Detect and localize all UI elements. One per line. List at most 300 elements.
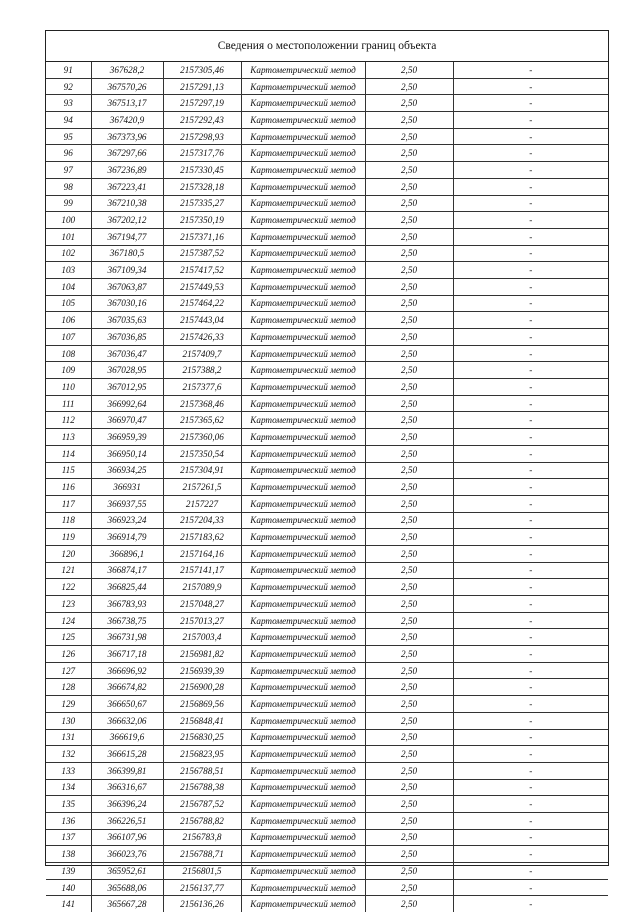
description-cell: - <box>453 495 608 512</box>
method-cell: Картометрический метод <box>241 729 365 746</box>
x-coordinate-cell: 366934,25 <box>91 462 163 479</box>
table-row <box>46 178 608 195</box>
y-coordinate-cell: 2157048,27 <box>163 596 241 613</box>
table-row <box>46 228 608 245</box>
method-cell: Картометрический метод <box>241 128 365 145</box>
method-cell: Картометрический метод <box>241 746 365 763</box>
description-cell: - <box>453 829 608 846</box>
table-row <box>46 245 608 262</box>
x-coordinate-cell: 366632,06 <box>91 712 163 729</box>
table-row <box>46 445 608 462</box>
description-cell: - <box>453 429 608 446</box>
point-number-cell: 99 <box>46 195 91 212</box>
y-coordinate-cell: 2156788,38 <box>163 779 241 796</box>
x-coordinate-cell: 366107,96 <box>91 829 163 846</box>
accuracy-cell: 2,50 <box>365 228 453 245</box>
description-cell: - <box>453 479 608 496</box>
accuracy-cell: 2,50 <box>365 212 453 229</box>
x-coordinate-cell: 366696,92 <box>91 662 163 679</box>
x-coordinate-cell: 366399,81 <box>91 762 163 779</box>
description-cell: - <box>453 345 608 362</box>
description-cell: - <box>453 379 608 396</box>
coordinates-table <box>46 62 608 912</box>
table-row <box>46 295 608 312</box>
table-row <box>46 495 608 512</box>
description-cell: - <box>453 846 608 863</box>
accuracy-cell: 2,50 <box>365 529 453 546</box>
point-number-cell: 93 <box>46 95 91 112</box>
table-row <box>46 145 608 162</box>
description-cell: - <box>453 395 608 412</box>
accuracy-cell: 2,50 <box>365 495 453 512</box>
description-cell: - <box>453 812 608 829</box>
accuracy-cell: 2,50 <box>365 295 453 312</box>
y-coordinate-cell: 2157317,76 <box>163 145 241 162</box>
description-cell: - <box>453 529 608 546</box>
description-cell: - <box>453 462 608 479</box>
point-number-cell: 127 <box>46 662 91 679</box>
y-coordinate-cell: 2157305,46 <box>163 62 241 78</box>
y-coordinate-cell: 2156801,5 <box>163 863 241 880</box>
method-cell: Картометрический метод <box>241 629 365 646</box>
table-row <box>46 612 608 629</box>
description-cell: - <box>453 512 608 529</box>
accuracy-cell: 2,50 <box>365 329 453 346</box>
x-coordinate-cell: 366783,93 <box>91 596 163 613</box>
method-cell: Картометрический метод <box>241 529 365 546</box>
accuracy-cell: 2,50 <box>365 278 453 295</box>
y-coordinate-cell: 2157335,27 <box>163 195 241 212</box>
method-cell: Картометрический метод <box>241 362 365 379</box>
accuracy-cell: 2,50 <box>365 429 453 446</box>
table-row <box>46 529 608 546</box>
x-coordinate-cell: 367036,85 <box>91 329 163 346</box>
description-cell: - <box>453 195 608 212</box>
x-coordinate-cell: 367036,47 <box>91 345 163 362</box>
accuracy-cell: 2,50 <box>365 195 453 212</box>
accuracy-cell: 2,50 <box>365 362 453 379</box>
method-cell: Картометрический метод <box>241 278 365 295</box>
accuracy-cell: 2,50 <box>365 646 453 663</box>
method-cell: Картометрический метод <box>241 829 365 846</box>
x-coordinate-cell: 366396,24 <box>91 796 163 813</box>
point-number-cell: 139 <box>46 863 91 880</box>
table-row <box>46 379 608 396</box>
description-cell: - <box>453 445 608 462</box>
table-row <box>46 712 608 729</box>
accuracy-cell: 2,50 <box>365 879 453 896</box>
point-number-cell: 101 <box>46 228 91 245</box>
y-coordinate-cell: 2157426,33 <box>163 329 241 346</box>
accuracy-cell: 2,50 <box>365 596 453 613</box>
y-coordinate-cell: 2157141,17 <box>163 562 241 579</box>
table-row <box>46 562 608 579</box>
x-coordinate-cell: 367035,63 <box>91 312 163 329</box>
description-cell: - <box>453 746 608 763</box>
accuracy-cell: 2,50 <box>365 762 453 779</box>
accuracy-cell: 2,50 <box>365 579 453 596</box>
y-coordinate-cell: 2157350,54 <box>163 445 241 462</box>
point-number-cell: 137 <box>46 829 91 846</box>
description-cell: - <box>453 245 608 262</box>
method-cell: Картометрический метод <box>241 228 365 245</box>
y-coordinate-cell: 2156783,8 <box>163 829 241 846</box>
point-number-cell: 98 <box>46 178 91 195</box>
x-coordinate-cell: 366931 <box>91 479 163 496</box>
table-row <box>46 629 608 646</box>
x-coordinate-cell: 366731,98 <box>91 629 163 646</box>
accuracy-cell: 2,50 <box>365 462 453 479</box>
description-cell: - <box>453 95 608 112</box>
description-cell: - <box>453 896 608 912</box>
description-cell: - <box>453 679 608 696</box>
y-coordinate-cell: 2157328,18 <box>163 178 241 195</box>
x-coordinate-cell: 367373,96 <box>91 128 163 145</box>
method-cell: Картометрический метод <box>241 545 365 562</box>
method-cell: Картометрический метод <box>241 779 365 796</box>
method-cell: Картометрический метод <box>241 796 365 813</box>
x-coordinate-cell: 366674,82 <box>91 679 163 696</box>
x-coordinate-cell: 367202,12 <box>91 212 163 229</box>
accuracy-cell: 2,50 <box>365 896 453 912</box>
method-cell: Картометрический метод <box>241 329 365 346</box>
accuracy-cell: 2,50 <box>365 62 453 78</box>
point-number-cell: 123 <box>46 596 91 613</box>
description-cell: - <box>453 562 608 579</box>
point-number-cell: 96 <box>46 145 91 162</box>
x-coordinate-cell: 366959,39 <box>91 429 163 446</box>
table-row <box>46 662 608 679</box>
method-cell: Картометрический метод <box>241 395 365 412</box>
point-number-cell: 106 <box>46 312 91 329</box>
table-row <box>46 545 608 562</box>
y-coordinate-cell: 2156788,51 <box>163 762 241 779</box>
method-cell: Картометрический метод <box>241 812 365 829</box>
accuracy-cell: 2,50 <box>365 629 453 646</box>
description-cell: - <box>453 162 608 179</box>
y-coordinate-cell: 2157183,62 <box>163 529 241 546</box>
x-coordinate-cell: 367236,89 <box>91 162 163 179</box>
y-coordinate-cell: 2157292,43 <box>163 112 241 129</box>
method-cell: Картометрический метод <box>241 412 365 429</box>
y-coordinate-cell: 2156830,25 <box>163 729 241 746</box>
table-row <box>46 863 608 880</box>
y-coordinate-cell: 2156848,41 <box>163 712 241 729</box>
table-row <box>46 746 608 763</box>
accuracy-cell: 2,50 <box>365 846 453 863</box>
table-row <box>46 879 608 896</box>
point-number-cell: 115 <box>46 462 91 479</box>
table-row <box>46 829 608 846</box>
method-cell: Картометрический метод <box>241 512 365 529</box>
accuracy-cell: 2,50 <box>365 796 453 813</box>
table-row <box>46 395 608 412</box>
method-cell: Картометрический метод <box>241 879 365 896</box>
x-coordinate-cell: 366226,51 <box>91 812 163 829</box>
description-cell: - <box>453 329 608 346</box>
description-cell: - <box>453 112 608 129</box>
point-number-cell: 128 <box>46 679 91 696</box>
description-cell: - <box>453 596 608 613</box>
point-number-cell: 121 <box>46 562 91 579</box>
description-cell: - <box>453 62 608 78</box>
method-cell: Картометрический метод <box>241 863 365 880</box>
accuracy-cell: 2,50 <box>365 812 453 829</box>
y-coordinate-cell: 2157449,53 <box>163 278 241 295</box>
y-coordinate-cell: 2157227 <box>163 495 241 512</box>
accuracy-cell: 2,50 <box>365 312 453 329</box>
point-number-cell: 140 <box>46 879 91 896</box>
y-coordinate-cell: 2157291,13 <box>163 78 241 95</box>
accuracy-cell: 2,50 <box>365 863 453 880</box>
accuracy-cell: 2,50 <box>365 145 453 162</box>
y-coordinate-cell: 2156823,95 <box>163 746 241 763</box>
x-coordinate-cell: 367628,2 <box>91 62 163 78</box>
method-cell: Картометрический метод <box>241 579 365 596</box>
x-coordinate-cell: 366914,79 <box>91 529 163 546</box>
y-coordinate-cell: 2157330,45 <box>163 162 241 179</box>
method-cell: Картометрический метод <box>241 379 365 396</box>
point-number-cell: 117 <box>46 495 91 512</box>
description-cell: - <box>453 78 608 95</box>
accuracy-cell: 2,50 <box>365 112 453 129</box>
description-cell: - <box>453 696 608 713</box>
method-cell: Картометрический метод <box>241 295 365 312</box>
accuracy-cell: 2,50 <box>365 479 453 496</box>
point-number-cell: 130 <box>46 712 91 729</box>
x-coordinate-cell: 366874,17 <box>91 562 163 579</box>
method-cell: Картометрический метод <box>241 212 365 229</box>
x-coordinate-cell: 366896,1 <box>91 545 163 562</box>
method-cell: Картометрический метод <box>241 646 365 663</box>
method-cell: Картометрический метод <box>241 896 365 912</box>
method-cell: Картометрический метод <box>241 846 365 863</box>
point-number-cell: 135 <box>46 796 91 813</box>
description-cell: - <box>453 412 608 429</box>
point-number-cell: 138 <box>46 846 91 863</box>
accuracy-cell: 2,50 <box>365 562 453 579</box>
point-number-cell: 108 <box>46 345 91 362</box>
y-coordinate-cell: 2157409,7 <box>163 345 241 362</box>
table-row <box>46 646 608 663</box>
method-cell: Картометрический метод <box>241 262 365 279</box>
boundary-table-frame <box>45 30 609 910</box>
method-cell: Картометрический метод <box>241 162 365 179</box>
description-cell: - <box>453 779 608 796</box>
point-number-cell: 134 <box>46 779 91 796</box>
x-coordinate-cell: 366316,67 <box>91 779 163 796</box>
description-cell: - <box>453 545 608 562</box>
point-number-cell: 132 <box>46 746 91 763</box>
method-cell: Картометрический метод <box>241 245 365 262</box>
accuracy-cell: 2,50 <box>365 679 453 696</box>
method-cell: Картометрический метод <box>241 195 365 212</box>
point-number-cell: 100 <box>46 212 91 229</box>
point-number-cell: 133 <box>46 762 91 779</box>
x-coordinate-cell: 366023,76 <box>91 846 163 863</box>
point-number-cell: 125 <box>46 629 91 646</box>
x-coordinate-cell: 367297,66 <box>91 145 163 162</box>
accuracy-cell: 2,50 <box>365 245 453 262</box>
y-coordinate-cell: 2157350,19 <box>163 212 241 229</box>
method-cell: Картометрический метод <box>241 312 365 329</box>
point-number-cell: 110 <box>46 379 91 396</box>
point-number-cell: 113 <box>46 429 91 446</box>
description-cell: - <box>453 228 608 245</box>
y-coordinate-cell: 2157304,91 <box>163 462 241 479</box>
description-cell: - <box>453 879 608 896</box>
y-coordinate-cell: 2157387,52 <box>163 245 241 262</box>
x-coordinate-cell: 367513,17 <box>91 95 163 112</box>
table-row <box>46 195 608 212</box>
y-coordinate-cell: 2157089,9 <box>163 579 241 596</box>
point-number-cell: 92 <box>46 78 91 95</box>
x-coordinate-cell: 365667,28 <box>91 896 163 912</box>
y-coordinate-cell: 2157297,19 <box>163 95 241 112</box>
table-row <box>46 112 608 129</box>
method-cell: Картометрический метод <box>241 679 365 696</box>
x-coordinate-cell: 367109,34 <box>91 262 163 279</box>
y-coordinate-cell: 2156136,26 <box>163 896 241 912</box>
table-row <box>46 95 608 112</box>
point-number-cell: 102 <box>46 245 91 262</box>
x-coordinate-cell: 367194,77 <box>91 228 163 245</box>
accuracy-cell: 2,50 <box>365 512 453 529</box>
accuracy-cell: 2,50 <box>365 545 453 562</box>
y-coordinate-cell: 2157003,4 <box>163 629 241 646</box>
accuracy-cell: 2,50 <box>365 729 453 746</box>
point-number-cell: 104 <box>46 278 91 295</box>
accuracy-cell: 2,50 <box>365 829 453 846</box>
table-row <box>46 696 608 713</box>
table-row <box>46 262 608 279</box>
table-row <box>46 329 608 346</box>
y-coordinate-cell: 2157360,06 <box>163 429 241 446</box>
accuracy-cell: 2,50 <box>365 78 453 95</box>
point-number-cell: 95 <box>46 128 91 145</box>
y-coordinate-cell: 2156788,71 <box>163 846 241 863</box>
point-number-cell: 122 <box>46 579 91 596</box>
point-number-cell: 141 <box>46 896 91 912</box>
x-coordinate-cell: 366650,67 <box>91 696 163 713</box>
y-coordinate-cell: 2156788,82 <box>163 812 241 829</box>
x-coordinate-cell: 365952,61 <box>91 863 163 880</box>
description-cell: - <box>453 278 608 295</box>
method-cell: Картометрический метод <box>241 178 365 195</box>
method-cell: Картометрический метод <box>241 78 365 95</box>
x-coordinate-cell: 367570,26 <box>91 78 163 95</box>
x-coordinate-cell: 367063,87 <box>91 278 163 295</box>
point-number-cell: 91 <box>46 62 91 78</box>
method-cell: Картометрический метод <box>241 95 365 112</box>
x-coordinate-cell: 367180,5 <box>91 245 163 262</box>
method-cell: Картометрический метод <box>241 562 365 579</box>
point-number-cell: 105 <box>46 295 91 312</box>
method-cell: Картометрический метод <box>241 762 365 779</box>
y-coordinate-cell: 2157365,62 <box>163 412 241 429</box>
y-coordinate-cell: 2156869,56 <box>163 696 241 713</box>
x-coordinate-cell: 367420,9 <box>91 112 163 129</box>
x-coordinate-cell: 366992,64 <box>91 395 163 412</box>
method-cell: Картометрический метод <box>241 495 365 512</box>
y-coordinate-cell: 2156939,39 <box>163 662 241 679</box>
method-cell: Картометрический метод <box>241 445 365 462</box>
table-row <box>46 62 608 78</box>
table-title: Сведения о местоположении границ объекта <box>46 31 608 62</box>
table-row <box>46 812 608 829</box>
y-coordinate-cell: 2157261,5 <box>163 479 241 496</box>
table-row <box>46 779 608 796</box>
description-cell: - <box>453 712 608 729</box>
method-cell: Картометрический метод <box>241 479 365 496</box>
description-cell: - <box>453 312 608 329</box>
accuracy-cell: 2,50 <box>365 379 453 396</box>
point-number-cell: 111 <box>46 395 91 412</box>
method-cell: Картометрический метод <box>241 112 365 129</box>
description-cell: - <box>453 729 608 746</box>
point-number-cell: 118 <box>46 512 91 529</box>
table-row <box>46 162 608 179</box>
method-cell: Картометрический метод <box>241 345 365 362</box>
table-row <box>46 596 608 613</box>
x-coordinate-cell: 367028,95 <box>91 362 163 379</box>
x-coordinate-cell: 366970,47 <box>91 412 163 429</box>
table-row <box>46 362 608 379</box>
y-coordinate-cell: 2156981,82 <box>163 646 241 663</box>
table-row <box>46 729 608 746</box>
y-coordinate-cell: 2157443,04 <box>163 312 241 329</box>
x-coordinate-cell: 367012,95 <box>91 379 163 396</box>
table-row <box>46 128 608 145</box>
x-coordinate-cell: 366619,6 <box>91 729 163 746</box>
accuracy-cell: 2,50 <box>365 445 453 462</box>
table-row <box>46 345 608 362</box>
point-number-cell: 116 <box>46 479 91 496</box>
method-cell: Картометрический метод <box>241 462 365 479</box>
table-row <box>46 462 608 479</box>
table-row <box>46 312 608 329</box>
description-cell: - <box>453 646 608 663</box>
description-cell: - <box>453 762 608 779</box>
method-cell: Картометрический метод <box>241 662 365 679</box>
table-row <box>46 479 608 496</box>
description-cell: - <box>453 128 608 145</box>
point-number-cell: 120 <box>46 545 91 562</box>
x-coordinate-cell: 366923,24 <box>91 512 163 529</box>
accuracy-cell: 2,50 <box>365 746 453 763</box>
accuracy-cell: 2,50 <box>365 162 453 179</box>
point-number-cell: 126 <box>46 646 91 663</box>
description-cell: - <box>453 145 608 162</box>
point-number-cell: 109 <box>46 362 91 379</box>
y-coordinate-cell: 2156137,77 <box>163 879 241 896</box>
accuracy-cell: 2,50 <box>365 412 453 429</box>
accuracy-cell: 2,50 <box>365 128 453 145</box>
accuracy-cell: 2,50 <box>365 395 453 412</box>
description-cell: - <box>453 262 608 279</box>
y-coordinate-cell: 2157368,46 <box>163 395 241 412</box>
description-cell: - <box>453 178 608 195</box>
y-coordinate-cell: 2157164,16 <box>163 545 241 562</box>
x-coordinate-cell: 366615,28 <box>91 746 163 763</box>
y-coordinate-cell: 2157204,33 <box>163 512 241 529</box>
table-row <box>46 846 608 863</box>
table-row <box>46 796 608 813</box>
point-number-cell: 136 <box>46 812 91 829</box>
method-cell: Картометрический метод <box>241 429 365 446</box>
method-cell: Картометрический метод <box>241 612 365 629</box>
table-row <box>46 512 608 529</box>
